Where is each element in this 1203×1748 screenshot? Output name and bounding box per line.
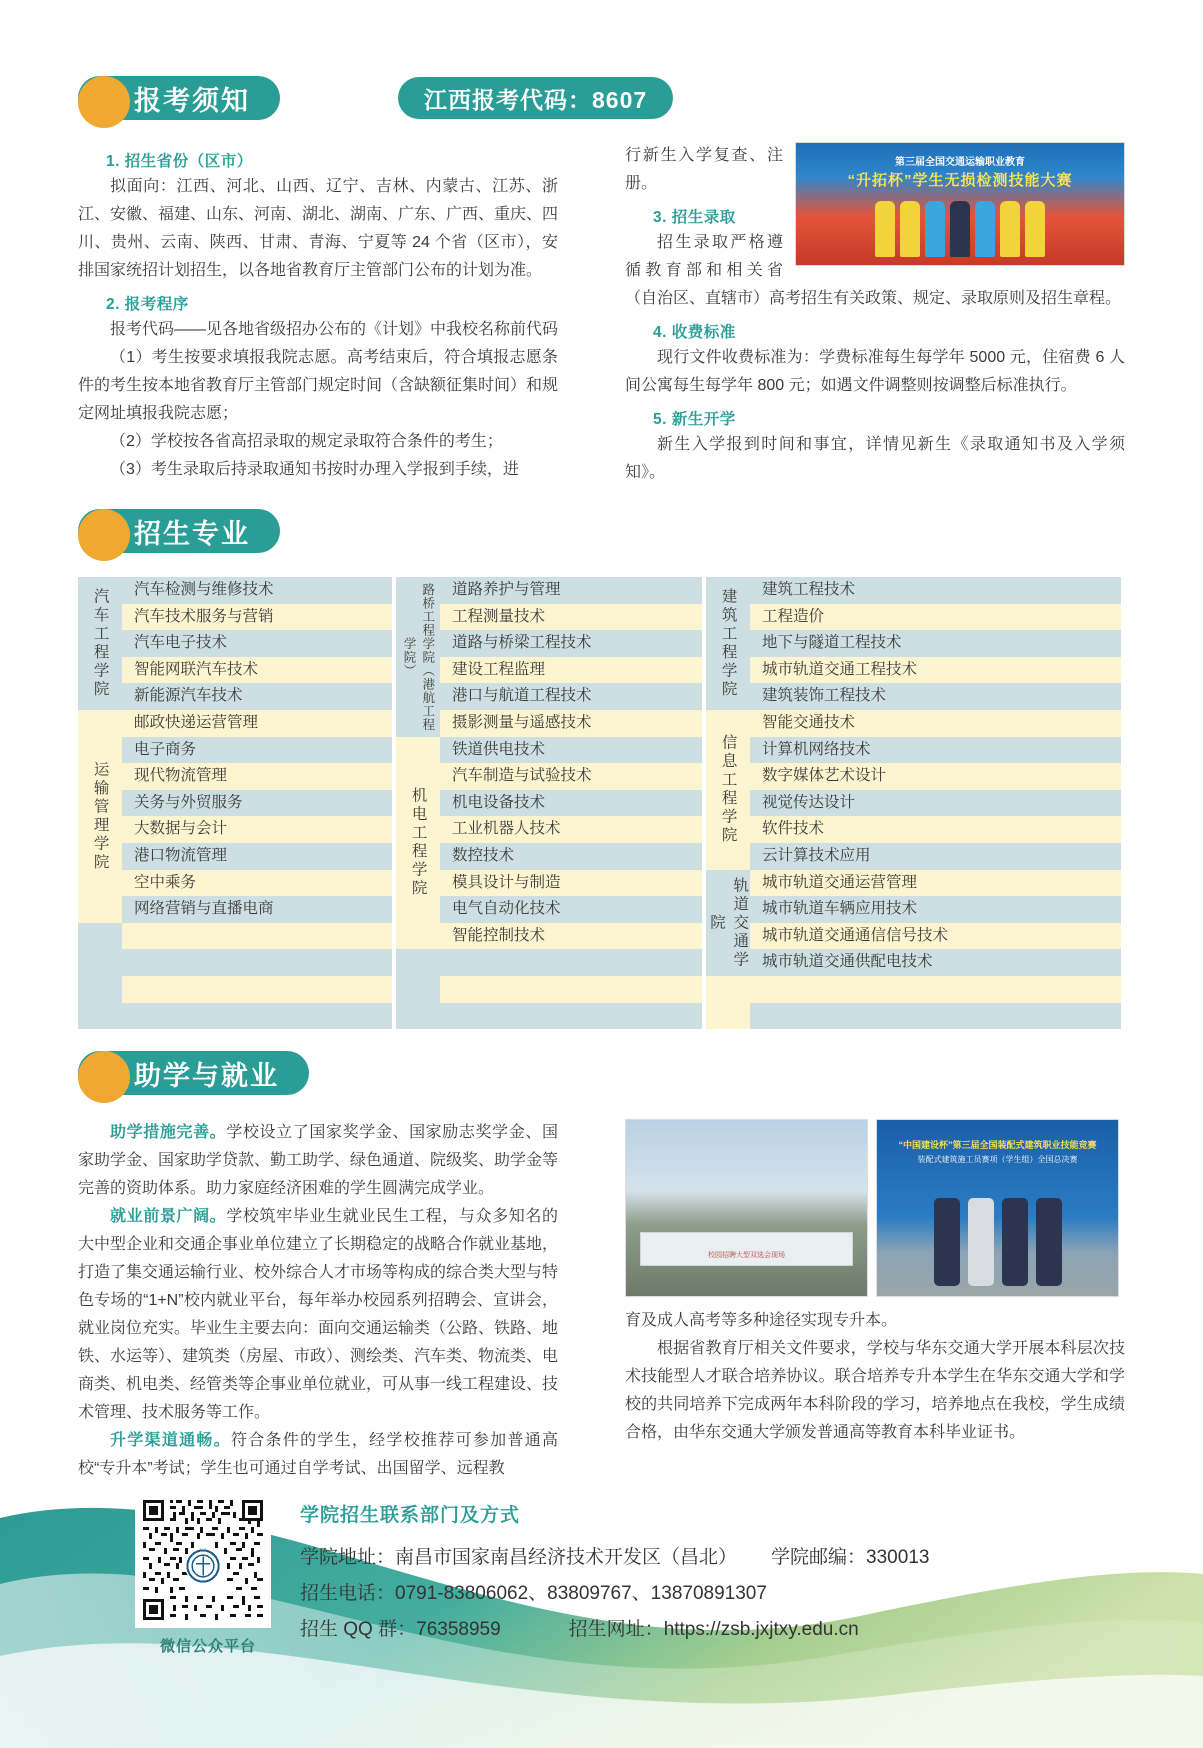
subheading-2: 2. 报考程序 — [106, 296, 189, 313]
subheading-4: 4. 收费标准 — [653, 324, 736, 341]
footer-contact — [0, 1428, 1203, 1748]
major-cell: 模具设计与制造 — [440, 870, 702, 897]
admission-notice-header — [78, 72, 1125, 124]
phone-label: 招生电话： — [300, 1583, 396, 1604]
major-cell-empty — [440, 1003, 702, 1030]
major-cell: 道路养护与管理 — [440, 577, 702, 604]
site-value[interactable]: https://zsb.jxjtxy.edu.cn — [663, 1619, 859, 1640]
major-cell: 港口物流管理 — [122, 843, 392, 870]
department-label-empty — [396, 1003, 440, 1030]
department-column — [706, 577, 750, 1029]
competition-photo-caption-big: “升拓杯”学生无损检测技能大赛 — [847, 172, 1073, 189]
zip-label: 学院邮编： — [771, 1547, 867, 1568]
competition-award-photo — [876, 1119, 1119, 1297]
major-cell-empty — [122, 949, 392, 976]
department-label: 路桥工程学院（港航工程学院） — [396, 577, 440, 737]
major-cell: 城市轨道车辆应用技术 — [750, 896, 1121, 923]
department-column — [396, 577, 440, 1029]
competition-award-caption-1: “中国建设杯”第三届全国装配式建筑职业技能竞赛 — [898, 1140, 1097, 1151]
lead-aid: 助学措施完善。 — [110, 1124, 227, 1142]
contact-title: 学院招生联系部门及方式 — [300, 1505, 521, 1526]
text-aid: 学校设立了国家奖学金、国家励志奖学金、国家助学金、国家助学贷款、勤工助学、绿色通道、院级奖、助学金等完善的资助体系。助力家庭经济困难的学生圆满完成学业。 — [78, 1124, 559, 1198]
majors-table — [78, 577, 1125, 1029]
major-cell: 工业机器人技术 — [440, 816, 702, 843]
majors-table-block — [78, 577, 396, 1029]
department-label-empty — [706, 1003, 750, 1030]
competition-photo — [795, 142, 1125, 266]
major-cell-empty — [750, 976, 1121, 1003]
department-label-empty — [78, 1003, 122, 1030]
department-column — [78, 577, 122, 1029]
major-cell: 大数据与会计 — [122, 816, 392, 843]
orange-dot-icon — [78, 509, 130, 561]
major-cell-empty — [122, 1003, 392, 1030]
phone-value[interactable]: 0791-83806062、83809767、13870891307 — [395, 1583, 767, 1604]
wechat-qr-code[interactable] — [135, 1492, 271, 1628]
major-cell: 道路与桥梁工程技术 — [440, 630, 702, 657]
major-cell: 电气自动化技术 — [440, 896, 702, 923]
paragraph-upgrade-cont: 育及成人高考等多种途径实现专升本。 — [625, 1312, 898, 1330]
major-cell: 城市轨道交通工程技术 — [750, 657, 1121, 684]
major-cell: 摄影测量与遥感技术 — [440, 710, 702, 737]
competition-photo-people — [796, 201, 1124, 259]
major-cell: 建筑装饰工程技术 — [750, 683, 1121, 710]
contact-address-line — [300, 1540, 1160, 1576]
paragraph-step-2: （2）学校按各省高招录取的规定录取符合条件的考生； — [110, 433, 503, 450]
text-employment: 学校筑牢毕业生就业民生工程，与众多知名的大中型企业和交通企事业单位建立了长期稳定的战略合作就业基地，打造了集交通运输行业、校外综合人才市场等构成的综合类大型与特色专场的“1+N”校内就业平台，每年举办校园系列招聘会、宣讲会，就业岗位充实。毕业生主要去向：面向交通运输类（公路、铁路、地铁、水运等）、建筑类（房屋、市政）、测绘类、汽车类、物流类、电商类、机电类、经管类等企事业单位就业，可从事一线工程建设、技术管理、技术服务等工作。 — [78, 1208, 559, 1422]
paragraph-registration-cont: 行新生入学复查、注册。 — [625, 147, 783, 192]
paragraph-code: 报考代码——见各地省级招办公布的《计划》中我校名称前代码 — [110, 321, 559, 338]
major-cell: 机电设备技术 — [440, 790, 702, 817]
major-column — [440, 577, 702, 1029]
paragraph-employment — [78, 1203, 558, 1427]
major-cell-empty — [440, 976, 702, 1003]
competition-photo-caption-small: 第三届全国交通运输职业教育 — [895, 157, 1025, 168]
aid-employment-title: 助学与就业 — [134, 1060, 279, 1091]
competition-award-caption-2: 装配式建筑施工员赛项（学生组）全国总决赛 — [917, 1155, 1078, 1165]
majors-table-block — [396, 577, 706, 1029]
department-label-empty — [706, 976, 750, 1003]
major-cell: 空中乘务 — [122, 870, 392, 897]
address-label: 学院地址： — [300, 1547, 396, 1568]
major-cell: 关务与外贸服务 — [122, 790, 392, 817]
admission-notice-title: 报考须知 — [134, 85, 250, 116]
major-cell: 计算机网络技术 — [750, 737, 1121, 764]
department-label: 建筑工程学院 — [706, 577, 750, 710]
majors-title: 招生专业 — [134, 518, 250, 549]
department-label: 信息工程学院 — [706, 710, 750, 870]
major-cell: 建设工程监理 — [440, 657, 702, 684]
majors-header — [78, 509, 1125, 561]
major-cell-empty — [440, 949, 702, 976]
major-cell: 现代物流管理 — [122, 763, 392, 790]
major-cell: 网络营销与直播电商 — [122, 896, 392, 923]
lead-employment: 就业前景广阔。 — [110, 1208, 227, 1226]
admission-notice-left-column — [78, 142, 558, 484]
major-cell: 汽车制造与试验技术 — [440, 763, 702, 790]
major-cell-empty — [122, 976, 392, 1003]
major-cell: 汽车技术服务与营销 — [122, 604, 392, 631]
major-column — [750, 577, 1121, 1029]
subheading-3: 3. 招生录取 — [653, 209, 736, 226]
major-cell: 工程测量技术 — [440, 604, 702, 631]
major-cell: 智能交通技术 — [750, 710, 1121, 737]
department-label-empty — [78, 976, 122, 1003]
major-cell: 邮政快递运营管理 — [122, 710, 392, 737]
orange-dot-icon — [78, 76, 130, 128]
department-label: 汽车工程学院 — [78, 577, 122, 710]
major-cell: 地下与隧道工程技术 — [750, 630, 1121, 657]
major-cell-empty — [122, 923, 392, 950]
text-further-study: 符合条件的学生，经学校推荐可参加普通高校“专升本”考试；学生也可通过自学考试、出国留学、远程教 — [78, 1432, 558, 1478]
job-fair-photo-caption: 校园招聘大型双选会现场 — [708, 1252, 785, 1260]
majors-table-block — [706, 577, 1125, 1029]
major-cell: 汽车电子技术 — [122, 630, 392, 657]
zip-value: 330013 — [866, 1547, 930, 1568]
contact-phone-line — [300, 1576, 1160, 1612]
major-cell: 软件技术 — [750, 816, 1121, 843]
department-label-empty — [78, 923, 122, 950]
paragraph-enrollment: 招生录取严格遵循教育部和相关省（自治区、直辖市）高考招生有关政策、规定、录取原则及招生章程。 — [625, 234, 1122, 307]
paragraph-fees: 现行文件收费标准为：学费标准每生每学年 5000 元，住宿费 6 人间公寓每生每学年 800 元；如遇文件调整则按调整后标准执行。 — [625, 349, 1125, 394]
orange-dot-icon — [78, 1051, 130, 1103]
major-cell: 智能网联汽车技术 — [122, 657, 392, 684]
major-cell: 铁道供电技术 — [440, 737, 702, 764]
aid-employment-header — [78, 1051, 1125, 1103]
department-label-empty — [396, 949, 440, 976]
job-fair-photo — [625, 1119, 868, 1297]
admission-notice-right-column — [625, 142, 1125, 487]
major-cell: 智能控制技术 — [440, 923, 702, 950]
major-cell: 新能源汽车技术 — [122, 683, 392, 710]
major-cell: 电子商务 — [122, 737, 392, 764]
contact-qq-site-line — [300, 1612, 1160, 1648]
paragraph-step-3: （3）考生录取后持录取通知书按时办理入学报到手续，进 — [110, 461, 519, 478]
paragraph-aid — [78, 1119, 558, 1203]
major-cell: 数字媒体艺术设计 — [750, 763, 1121, 790]
admission-notice-title-pill — [78, 76, 280, 120]
major-cell: 云计算技术应用 — [750, 843, 1121, 870]
major-column — [122, 577, 392, 1029]
paragraph-step-1: （1）考生按要求填报我院志愿。高考结束后，符合填报志愿条件的考生按本地省教育厅主管部门规定时间（含缺额征集时间）和规定网址填报我院志愿； — [78, 349, 559, 422]
major-cell: 工程造价 — [750, 604, 1121, 631]
paragraph-new-semester: 新生入学报到时间和事宜，详情见新生《录取通知书及入学须知》。 — [625, 436, 1125, 481]
admission-notice-body — [78, 142, 1125, 487]
site-label: 招生网址： — [568, 1619, 664, 1640]
address-value: 南昌市国家南昌经济技术开发区（昌北） — [395, 1547, 738, 1568]
contact-info — [300, 1500, 1160, 1648]
major-cell: 汽车检测与维修技术 — [122, 577, 392, 604]
department-label: 机电工程学院 — [396, 737, 440, 950]
aid-photo-row — [625, 1119, 1125, 1297]
wechat-qr-label: 微信公众平台 — [159, 1638, 256, 1655]
qq-label: 招生 QQ 群： — [300, 1619, 417, 1640]
department-label-empty — [78, 949, 122, 976]
aid-right-column — [625, 1119, 1125, 1447]
paragraph-provinces: 拟面向：江西、河北、山西、辽宁、吉林、内蒙古、江苏、浙江、安徽、福建、山东、河南、湖北、湖南、广东、广西、重庆、四川、贵州、云南、陕西、甘肃、青海、宁夏等 24 个省（区市），安排国家统招计划招生，以各地省教育厅主管部门公布的计划为准。 — [78, 178, 559, 279]
department-label: 轨道交通学院 — [706, 870, 750, 976]
major-cell: 港口与航道工程技术 — [440, 683, 702, 710]
qq-value[interactable]: 76358959 — [416, 1619, 501, 1640]
subheading-5: 5. 新生开学 — [653, 411, 736, 428]
exam-code-badge: 江西报考代码：8607 — [398, 77, 673, 119]
major-cell: 城市轨道交通运营管理 — [750, 870, 1121, 897]
department-label-empty — [396, 976, 440, 1003]
major-cell: 数控技术 — [440, 843, 702, 870]
major-cell: 城市轨道交通供配电技术 — [750, 949, 1121, 976]
major-cell: 建筑工程技术 — [750, 577, 1121, 604]
major-cell-empty — [750, 1003, 1121, 1030]
lead-further-study: 升学渠道通畅。 — [110, 1432, 231, 1450]
subheading-1: 1. 招生省份（区市） — [106, 153, 253, 170]
major-cell: 视觉传达设计 — [750, 790, 1121, 817]
paragraph-joint-program: 根据省教育厅相关文件要求，学校与华东交通大学开展本科层次技术技能型人才联合培养协议。联合培养专升本学生在华东交通大学和学校的共同培养下完成两年本科阶段的学习，培养地点在我校，学生成绩合格，由华东交通大学颁发普通高等教育本科毕业证书。 — [625, 1340, 1125, 1442]
department-label: 运输管理学院 — [78, 710, 122, 923]
major-cell: 城市轨道交通通信信号技术 — [750, 923, 1121, 950]
